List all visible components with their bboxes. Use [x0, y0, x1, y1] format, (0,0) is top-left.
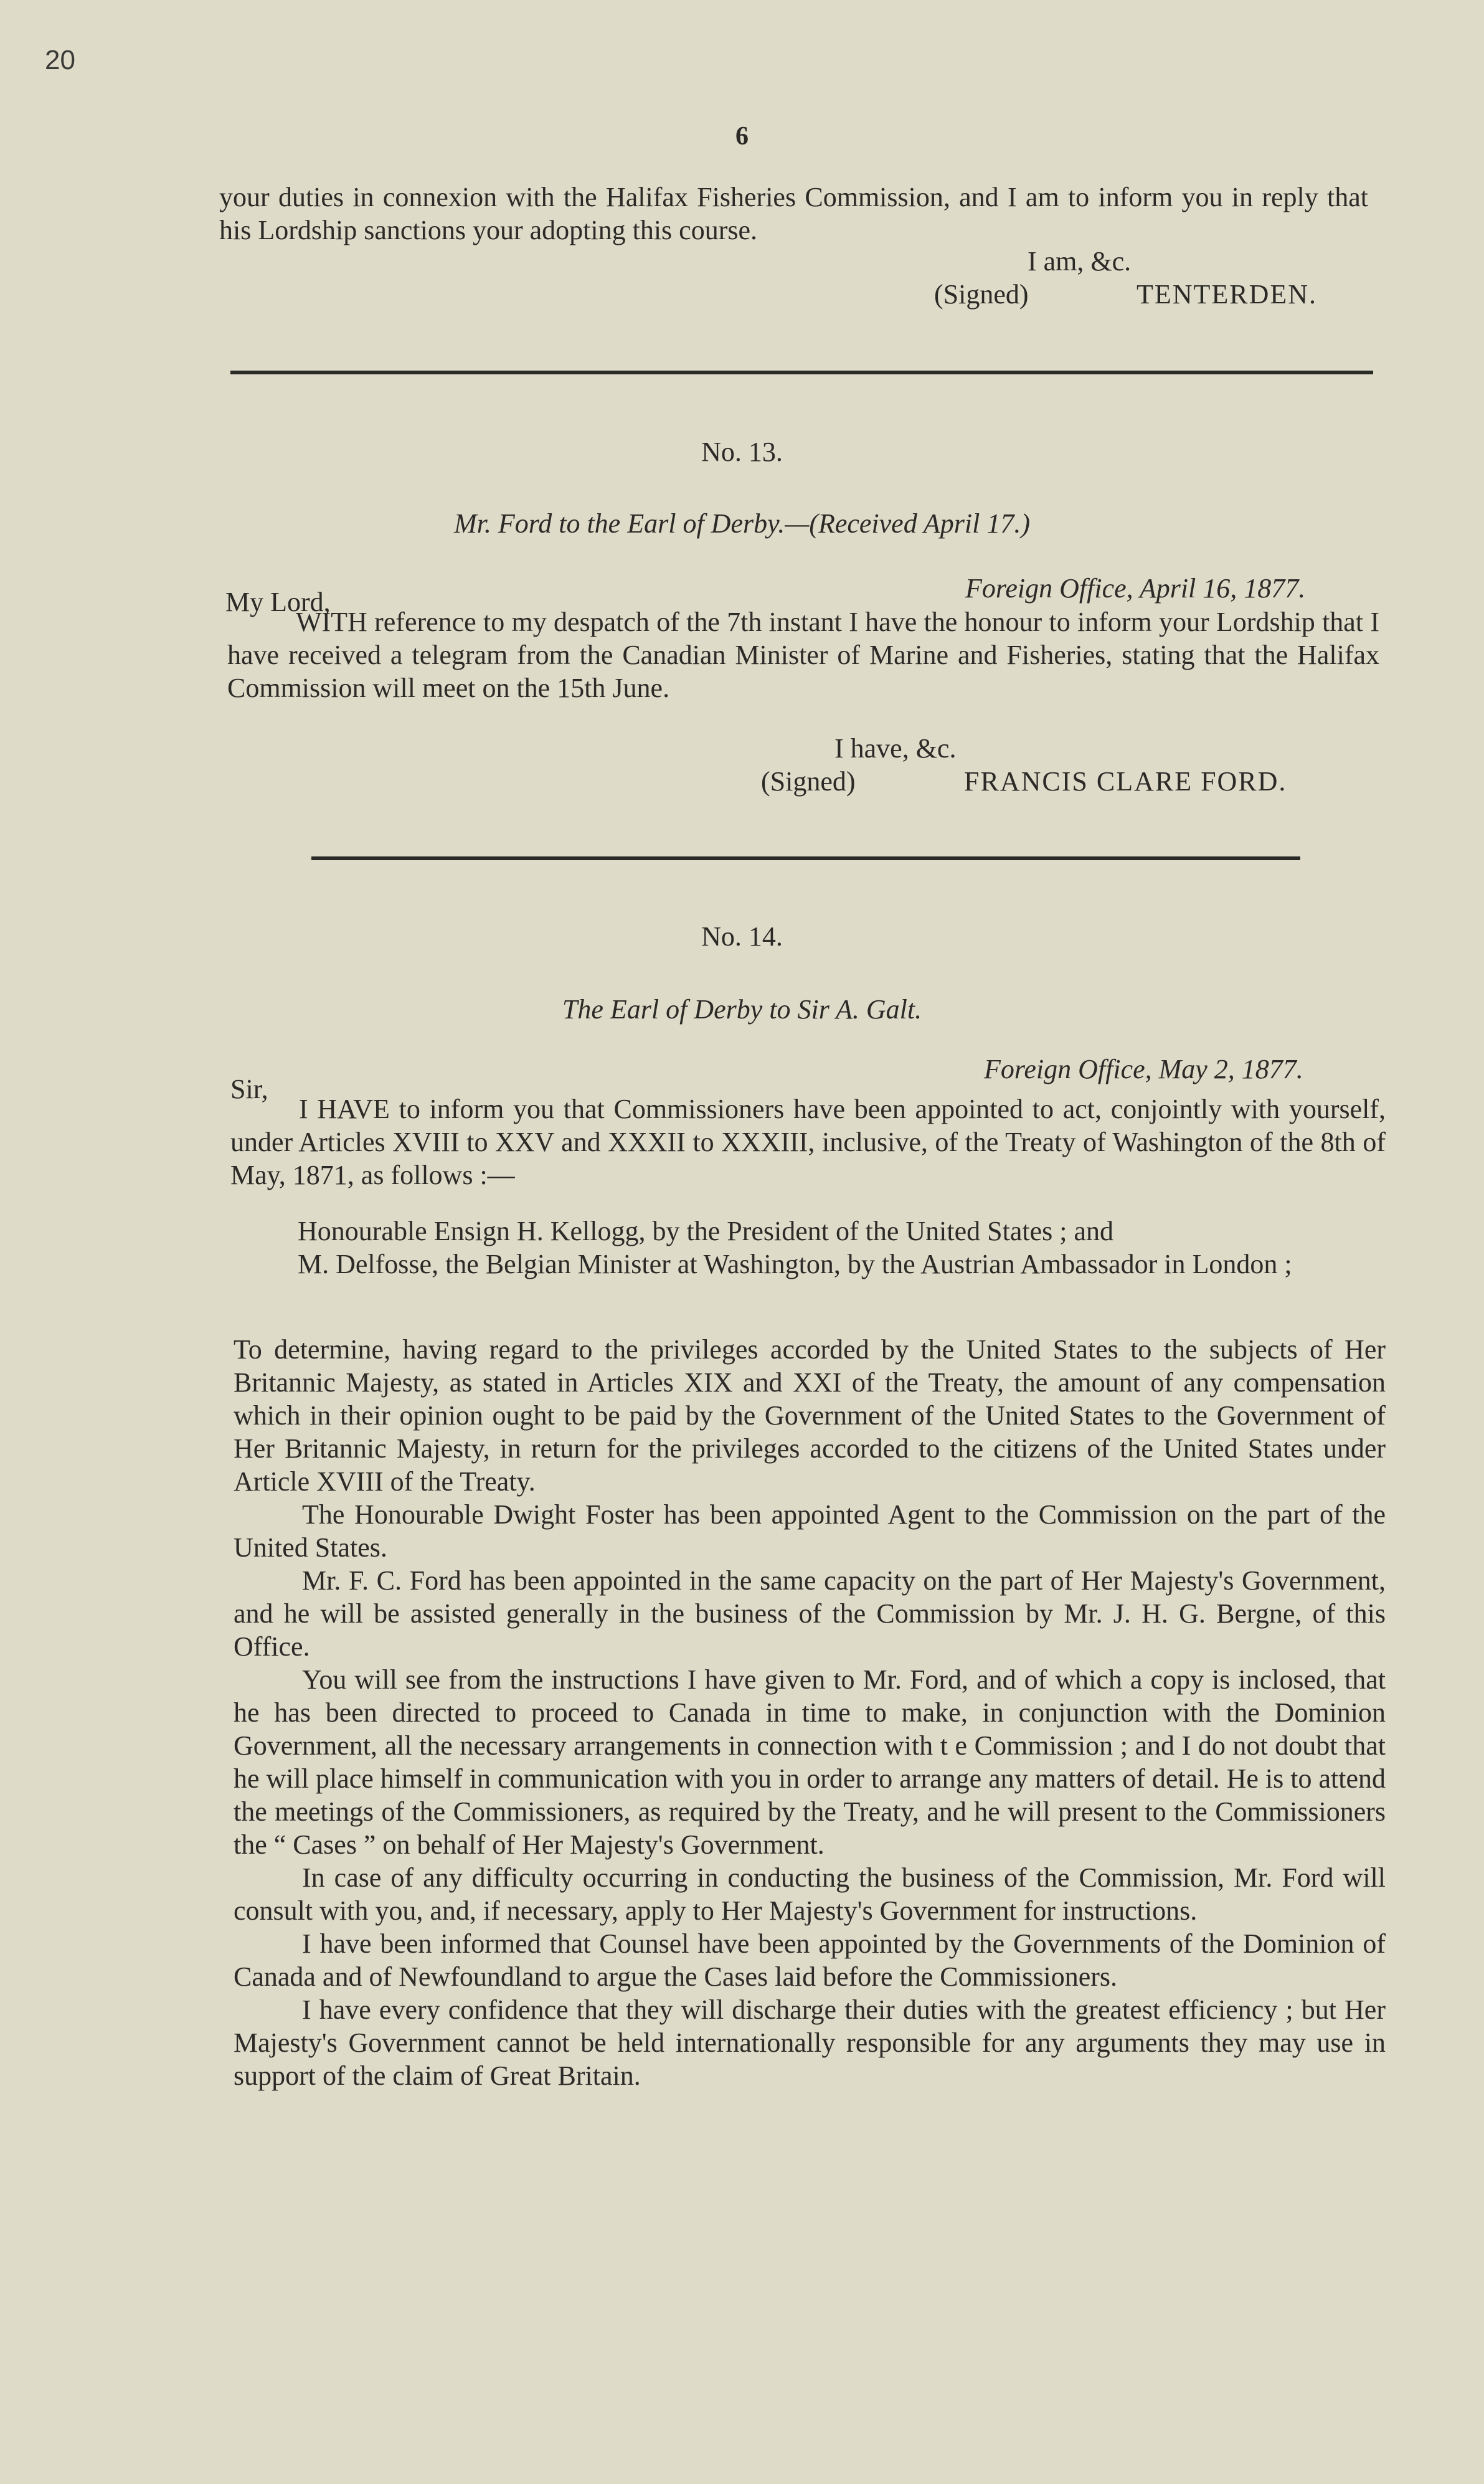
letter14-heading: The Earl of Derby to Sir A. Galt.: [562, 994, 922, 1025]
page-number: 6: [735, 122, 749, 151]
letter13-body: WITH reference to my despatch of the 7th instant I have the honour to inform your Lordship that I have received a telegram from the Canadian Minister of Marine and Fisheries, stating that the Halifax Commission will meet on the 15th June.: [227, 607, 1379, 703]
section-divider: [230, 371, 1373, 374]
signature-tenterden: TENTERDEN.: [1137, 279, 1318, 310]
list-item: M. Delfosse, the Belgian Minister at Washington, by the Austrian Ambassador in London ;: [298, 1249, 1292, 1279]
body-paragraph: Mr. F. C. Ford has been appointed in the same capacity on the part of Her Majesty's Government, and he will be assisted generally in the business of the Commission by Mr. J. H. G. Bergne, of this Office.: [234, 1565, 1386, 1662]
letter14-dateline: Foreign Office, May 2, 1877.: [984, 1054, 1303, 1084]
letter14-number: No. 14.: [701, 921, 783, 952]
letter13-closing: I have, &c.: [834, 733, 957, 764]
continued-text: your duties in connexion with the Halifax Fisheries Commission, and I am to inform you in reply that his Lordship sanctions your adopting this course.: [219, 182, 1368, 245]
body-paragraph: I have every confidence that they will discharge their duties with the greatest efficiency ; but Her Majesty's Government cannot be held internationally responsible for any arguments they may use in support of the claim of Great Britain.: [234, 1994, 1386, 2091]
letter14-body: [234, 1333, 1386, 2092]
body-paragraph: To determine, having regard to the privileges accorded by the United States to the subjects of Her Britannic Majesty, as stated in Articles XIX and XXI of the Treaty, the amount of any compensation which in their opinion ought to be paid by the Government of the United States to the Government of Her Britannic Majesty, in return for the privileges accorded to the citizens of the United States under Article XVIII of the Treaty.: [234, 1334, 1386, 1497]
letter13-salutation: My Lord,: [225, 587, 331, 617]
letter13-signature: FRANCIS CLARE FORD.: [964, 766, 1287, 797]
section-divider: [311, 856, 1300, 860]
body-paragraph: You will see from the instructions I have given to Mr. Ford, and of which a copy is inclosed, that he has been directed to proceed to Canada in time to make, in conjunction with the Dominion Government, all the necessary arrangements in connection with t e Commission ; and I do not doubt that he will place himself in communication with you in order to arrange any matters of detail. He is to attend the meetings of the Commissioners, as required by the Treaty, and he will present to the Commissioners the “ Cases ” on behalf of Her Majesty's Government.: [234, 1664, 1386, 1860]
body-paragraph: In case of any difficulty occurring in conducting the business of the Commission, Mr. Ford will consult with you, and, if necessary, apply to Her Majesty's Government for instructions.: [234, 1862, 1386, 1926]
closing-top: I am, &c.: [1028, 246, 1132, 277]
letter13-signed-label: (Signed): [761, 766, 856, 797]
letter14-intro: I HAVE to inform you that Commissioners have been appointed to act, conjointly with yourself, under Articles XVIII to XXV and XXXII to XXXIII, inclusive, of the Treaty of Washington of the 8th of May, 1871, as follows :—: [230, 1094, 1386, 1190]
letter13-dateline: Foreign Office, April 16, 1877.: [965, 573, 1306, 604]
body-paragraph: I have been informed that Counsel have been appointed by the Governments of the Dominion of Canada and of Newfoundland to argue the Cases laid before the Commissioners.: [234, 1928, 1386, 1992]
letter13-heading: Mr. Ford to the Earl of Derby.—(Received April 17.): [453, 508, 1031, 539]
signed-label-top: (Signed): [934, 279, 1029, 310]
letter14-salutation: Sir,: [230, 1074, 268, 1104]
scan-page-number: 20: [45, 45, 75, 75]
letter13-number: No. 13.: [701, 437, 783, 467]
list-item: Honourable Ensign H. Kellogg, by the President of the United States ; and: [298, 1216, 1113, 1246]
body-paragraph: The Honourable Dwight Foster has been appointed Agent to the Commission on the part of the United States.: [234, 1499, 1386, 1563]
